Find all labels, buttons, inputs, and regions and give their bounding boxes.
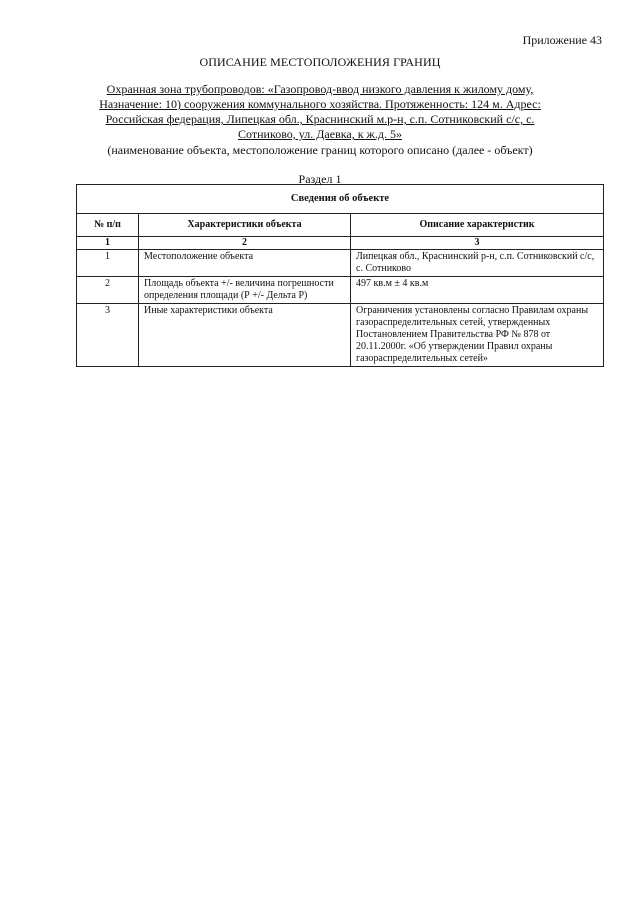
row-description: 497 кв.м ± 4 кв.м [351, 277, 604, 304]
row-characteristic: Площадь объекта +/- величина погрешности определения площади (Р +/- Дельта Р) [139, 277, 351, 304]
column-number: 3 [351, 237, 604, 250]
column-number: 2 [139, 237, 351, 250]
appendix-label: Приложение 43 [522, 33, 602, 47]
row-num: 1 [77, 250, 139, 277]
row-description: Липецкая обл., Краснинский р-н, с.п. Сотниковский с/с, с. Сотниково [351, 250, 604, 277]
table-row [77, 277, 604, 304]
row-num: 2 [77, 277, 139, 304]
object-note: (наименование объекта, местоположение границ которого описано (далее - объект) [107, 143, 533, 157]
header-characteristic: Характеристики объекта [139, 214, 351, 237]
row-description: Ограничения установлены согласно Правилам охраны газораспределительных сетей, утвержденных Постановлением Правительства РФ № 878 от 20.11.2000г. «Об утверждении Правил охраны газораспределительных сетей» [351, 304, 604, 367]
section-label: Раздел 1 [298, 172, 342, 186]
column-number-row [77, 237, 604, 250]
row-characteristic: Местоположение объекта [139, 250, 351, 277]
table-row [77, 250, 604, 277]
column-number: 1 [77, 237, 139, 250]
document-title: ОПИСАНИЕ МЕСТОПОЛОЖЕНИЯ ГРАНИЦ [199, 55, 441, 69]
row-num: 3 [77, 304, 139, 367]
table-row [77, 304, 604, 367]
row-characteristic: Иные характеристики объекта [139, 304, 351, 367]
object-description: Охранная зона трубопроводов: «Газопровод-ввод низкого давления к жилому дому, Назначение: 10) сооружения коммунального хозяйства. Протяженность: 124 м. Адрес: Российская федерация, Липецкая обл., Краснинский м.р-н, с.п. Сотниковский с/с, с. Сотниково, ул. Даевка, к ж.д. 5» [99, 82, 541, 141]
table-header-row [77, 214, 604, 237]
header-num: № п/п [77, 214, 139, 237]
table-caption-row [77, 185, 604, 214]
header-description: Описание характеристик [351, 214, 604, 237]
object-info-table [76, 184, 604, 367]
table-caption: Сведения об объекте [77, 185, 604, 214]
